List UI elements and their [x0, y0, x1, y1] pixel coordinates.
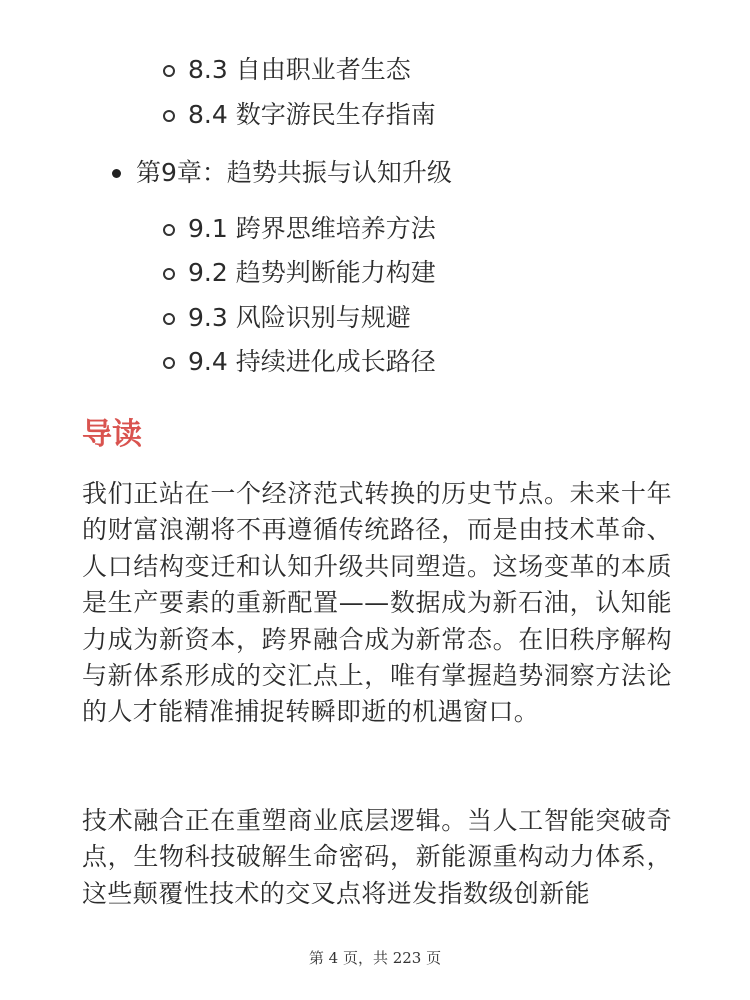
- hollow-bullet-icon: [163, 110, 175, 122]
- solid-bullet-icon: [112, 169, 121, 178]
- hollow-bullet-icon: [163, 65, 175, 77]
- page-number: 第 4 页，共 223 页: [308, 949, 442, 967]
- hollow-bullet-icon: [163, 357, 175, 369]
- body-paragraph: 技术融合正在重塑商业底层逻辑。当人工智能突破奇点，生物科技破解生命密码，新能源重构动力体系，这些颠覆性技术的交叉点将迸发指数级创新能: [82, 806, 672, 908]
- hollow-bullet-icon: [163, 224, 175, 236]
- toc-subitem-9-4[interactable]: 9.4 持续进化成长路径: [188, 347, 436, 376]
- toc-subitem-9-1[interactable]: 9.1 跨界思维培养方法: [188, 214, 436, 243]
- toc-subitem-9-2[interactable]: 9.2 趋势判断能力构建: [188, 258, 436, 287]
- body-paragraph: 我们正站在一个经济范式转换的历史节点。未来十年的财富浪潮将不再遵循传统路径，而是由技术革命、人口结构变迁和认知升级共同塑造。这场变革的本质是生产要素的重新配置——数据成为新石油，认知能力成为新资本，跨界融合成为新常态。在旧秩序解构与新体系形成的交汇点上，唯有掌握趋势洞察方法论的人才能精准捕捉转瞬即逝的机遇窗口。: [82, 479, 672, 727]
- toc-subitem-8-4[interactable]: 8.4 数字游民生存指南: [188, 100, 436, 129]
- toc-chapter-9[interactable]: 第9章：趋势共振与认知升级: [136, 158, 452, 187]
- toc-subitem-8-3[interactable]: 8.3 自由职业者生态: [188, 55, 411, 84]
- hollow-bullet-icon: [163, 268, 175, 280]
- hollow-bullet-icon: [163, 313, 175, 325]
- section-title: 导读: [82, 417, 142, 452]
- toc-subitem-9-3[interactable]: 9.3 风险识别与规避: [188, 303, 411, 332]
